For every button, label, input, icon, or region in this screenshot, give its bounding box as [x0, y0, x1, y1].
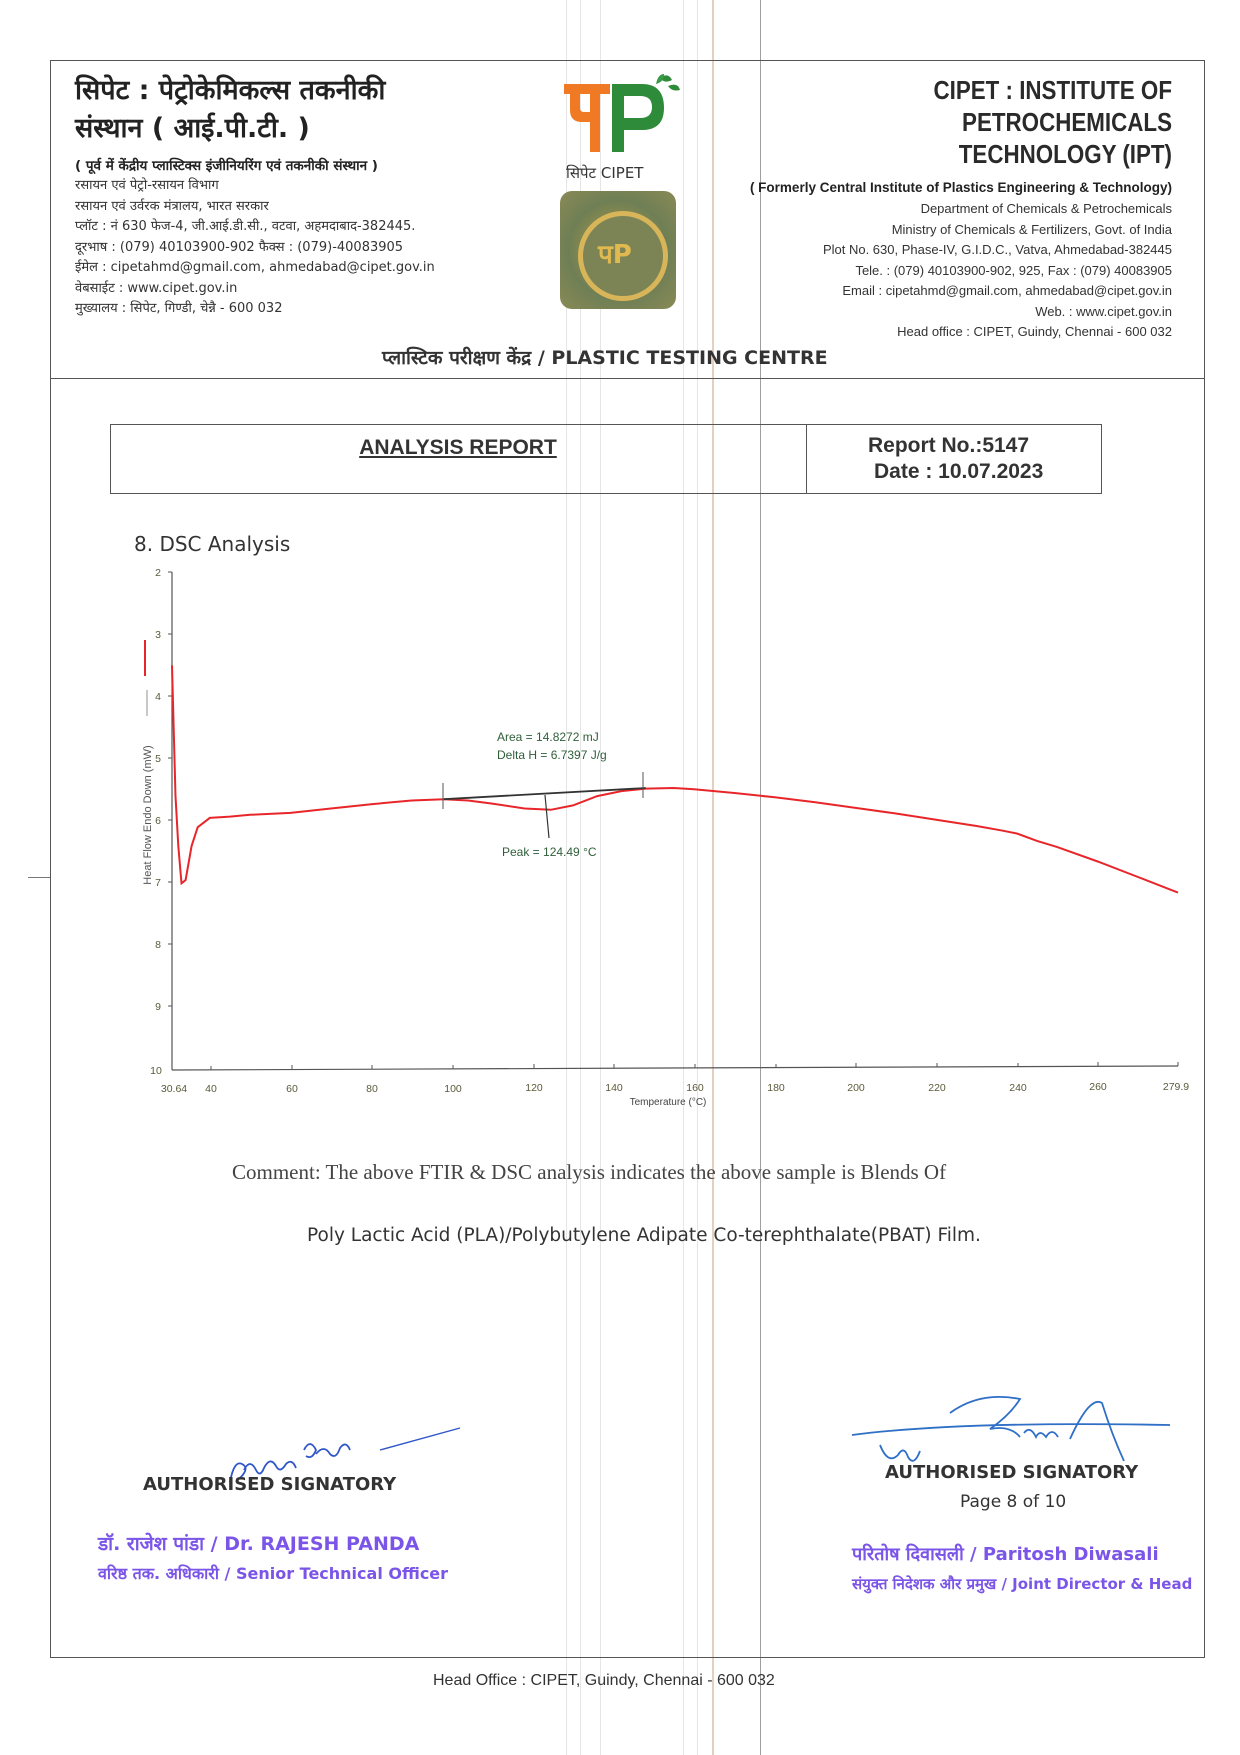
right-signatory-label: AUTHORISED SIGNATORY — [885, 1462, 1139, 1483]
x-axis-label: Temperature (°C) — [629, 1097, 707, 1108]
header-divider — [50, 378, 1205, 379]
hindi-title-line2: संस्थान ( आई.पी.टी. ) — [75, 113, 310, 144]
header-english — [692, 74, 1172, 343]
svg-text:100: 100 — [444, 1083, 462, 1095]
hologram-seal — [560, 191, 676, 309]
svg-text:220: 220 — [928, 1082, 946, 1094]
hindi-line: दूरभाष : (079) 40103900-902 फैक्स : (079)-40083905 — [75, 239, 404, 255]
svg-text:200: 200 — [847, 1082, 865, 1094]
peak-annotation: Peak = 124.49 °C — [502, 845, 597, 859]
hindi-line: मुख्यालय : सिपेट, गिण्डी, चेन्नै - 600 032 — [75, 301, 283, 316]
peak-pointer — [545, 795, 549, 838]
header-hindi — [75, 72, 435, 320]
comment-line1: Comment: The above FTIR & DSC analysis indicates the above sample is Blends Of — [232, 1160, 947, 1184]
hindi-line: प्लॉट : नं 630 फेज-4, जी.आई.डी.सी., वटवा, अहमदाबाद-382445. — [75, 219, 416, 234]
right-signatory-name: परितोष दिवासली / Paritosh Diwasali — [852, 1544, 1159, 1565]
svg-text:6: 6 — [155, 815, 161, 827]
svg-text:80: 80 — [366, 1083, 378, 1095]
svg-text:279.9: 279.9 — [1162, 1081, 1190, 1093]
dsc-chart — [120, 560, 1200, 1110]
hindi-line: वेबसाईट : www.cipet.gov.in — [75, 280, 238, 296]
english-line: Ministry of Chemicals & Fertilizers, Govt. of India — [891, 221, 1172, 237]
cipet-logo-icon — [560, 72, 690, 162]
y-axis-label: Heat Flow Endo Down (mW) — [142, 745, 154, 885]
footer-head-office: Head Office : CIPET, Guindy, Chennai - 600 032 — [433, 1672, 775, 1689]
svg-text:3: 3 — [155, 629, 161, 641]
svg-text:10: 10 — [150, 1065, 162, 1077]
english-line: Department of Chemicals & Petrochemicals — [920, 201, 1172, 216]
plastic-testing-centre: प्लास्टिक परीक्षण केंद्र / PLASTIC TESTING CENTRE — [382, 347, 828, 369]
hindi-line: रसायन एवं उर्वरक मंत्रालय, भारत सरकार — [75, 198, 269, 214]
english-line: Email : cipetahmd@gmail.com, ahmedabad@cipet.gov.in — [842, 283, 1172, 298]
svg-text:9: 9 — [155, 1001, 161, 1013]
margin-mark — [28, 877, 50, 878]
svg-text:260: 260 — [1089, 1081, 1107, 1093]
hindi-formerly: ( पूर्व में केंद्रीय प्लास्टिक्स इंजीनियरिंग एवं तकनीकी संस्थान ) — [75, 158, 378, 174]
area-annotation: Area = 14.8272 mJ — [497, 730, 599, 744]
svg-text:140: 140 — [605, 1082, 623, 1094]
right-signatory-designation: संयुक्त निदेशक और प्रमुख / Joint Director & Head — [852, 1575, 1193, 1593]
svg-text:180: 180 — [767, 1082, 785, 1094]
svg-text:120: 120 — [525, 1082, 543, 1094]
svg-text:7: 7 — [155, 877, 161, 889]
page-number: Page 8 of 10 — [960, 1492, 1067, 1512]
english-line: Plot No. 630, Phase-IV, G.I.D.C., Vatva, Ahmedabad-382445 — [822, 242, 1172, 257]
svg-text:5: 5 — [155, 753, 161, 765]
hindi-title-line1: सिपेट : पेट्रोकेमिकल्स तकनीकी — [75, 75, 386, 106]
report-box-divider — [806, 424, 807, 494]
svg-text:4: 4 — [155, 691, 161, 703]
report-date: Date : 10.07.2023 — [874, 460, 1044, 483]
svg-text:60: 60 — [286, 1083, 298, 1095]
english-title-line1: CIPET : INSTITUTE OF PETROCHEMICALS — [933, 75, 1172, 137]
english-line: Web. : www.cipet.gov.in — [1035, 303, 1172, 319]
svg-text:2: 2 — [155, 567, 161, 579]
hindi-line: ईमेल : cipetahmd@gmail.com, ahmedabad@cipet.gov.in — [75, 260, 435, 275]
svg-text:8: 8 — [155, 939, 161, 951]
english-line: Tele. : (079) 40103900-902, 925, Fax : (079) 40083905 — [855, 262, 1172, 278]
english-formerly: ( Formerly Central Institute of Plastics Engineering & Technology) — [749, 180, 1172, 195]
svg-text:240: 240 — [1009, 1082, 1027, 1094]
section-heading: 8. DSC Analysis — [134, 532, 291, 556]
comment-line2: Poly Lactic Acid (PLA)/Polybutylene Adipate Co-terephthalate(PBAT) Film. — [307, 1225, 981, 1246]
report-title: ANALYSIS REPORT — [359, 436, 557, 459]
english-line: Head office : CIPET, Guindy, Chennai - 600 032 — [897, 324, 1172, 339]
heat-flow-curve — [172, 665, 1178, 892]
left-signatory-designation: वरिष्ठ तक. अधिकारी / Senior Technical Officer — [98, 1564, 449, 1583]
delta-h-annotation: Delta H = 6.7397 J/g — [497, 748, 607, 762]
svg-text:30.64: 30.64 — [160, 1083, 188, 1095]
left-signatory-name: डॉ. राजेश पांडा / Dr. RAJESH PANDA — [98, 1533, 420, 1555]
left-signatory-label: AUTHORISED SIGNATORY — [143, 1474, 397, 1495]
hindi-line: रसायन एवं पेट्रो-रसायन विभाग — [75, 178, 219, 193]
logo-caption: सिपेट CIPET — [566, 164, 644, 182]
svg-text:160: 160 — [686, 1082, 704, 1094]
report-number: Report No.:5147 — [868, 434, 1030, 457]
english-title-line2: TECHNOLOGY (IPT) — [958, 139, 1172, 169]
cipet-logo — [560, 72, 690, 309]
svg-text:40: 40 — [205, 1083, 217, 1095]
hologram-glyph: पP — [598, 240, 632, 270]
